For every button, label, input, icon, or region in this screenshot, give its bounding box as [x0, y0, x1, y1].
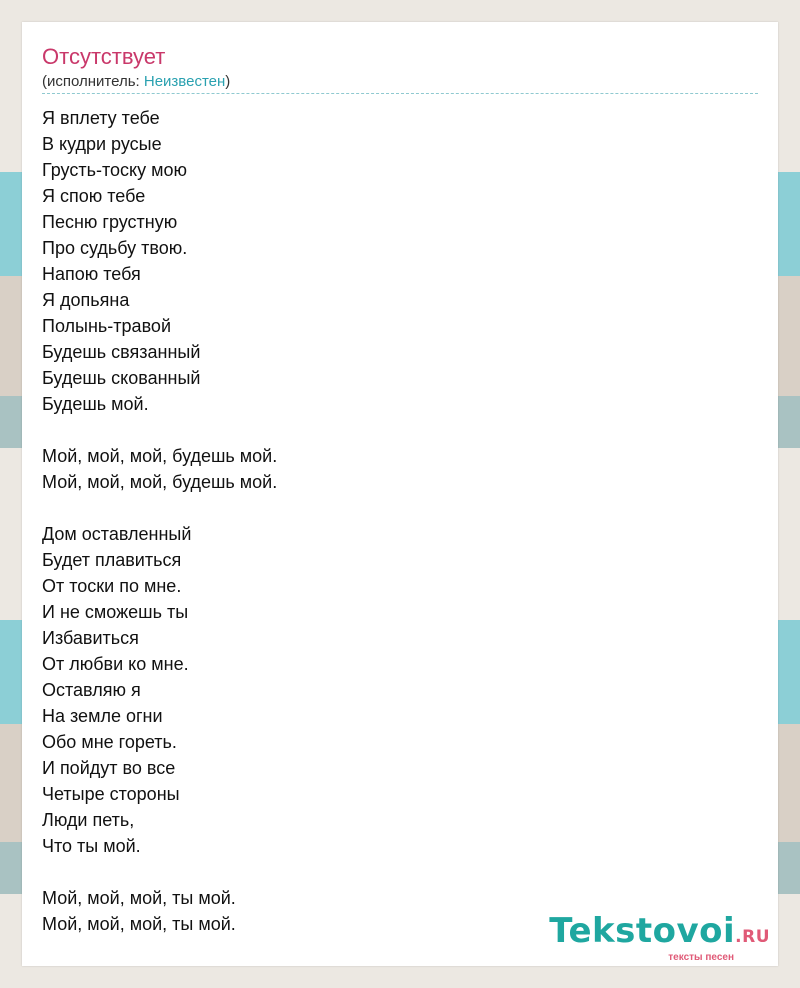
lyric-line: Полынь-травой	[42, 316, 171, 336]
lyric-line: Я допьяна	[42, 290, 130, 310]
song-title: Отсутствует	[42, 44, 166, 69]
lyric-line: Дом оставленный	[42, 524, 192, 544]
artist-prefix: (исполнитель:	[42, 73, 144, 90]
artist-line	[42, 72, 230, 92]
lyric-line: Песню грустную	[42, 212, 178, 232]
lyric-line: От любви ко мне.	[42, 654, 189, 674]
lyric-line: Будешь скованный	[42, 368, 201, 388]
lyrics-card	[22, 22, 778, 966]
lyric-line: Четыре стороны	[42, 784, 180, 804]
lyric-line: Избавиться	[42, 628, 139, 648]
lyric-line: И пойдут во все	[42, 758, 176, 778]
lyric-line: Люди петь,	[42, 810, 135, 830]
lyric-line: Я вплету тебе	[42, 108, 160, 128]
lyric-line: Про судьбу твою.	[42, 238, 188, 258]
stanza-gap	[42, 495, 742, 521]
lyric-line: Мой, мой, мой, ты мой.	[42, 888, 236, 908]
lyric-line: В кудри русые	[42, 134, 162, 154]
site-logo[interactable]	[549, 912, 770, 964]
lyric-line: Напою тебя	[42, 264, 141, 284]
lyric-line: Что ты мой.	[42, 836, 141, 856]
artist-suffix: )	[225, 73, 231, 90]
lyric-line: Будешь связанный	[42, 342, 201, 362]
stanza-gap	[42, 859, 742, 885]
lyric-line: Мой, мой, мой, ты мой.	[42, 914, 236, 934]
stanza-gap	[42, 417, 742, 443]
lyric-line: Оставляю я	[42, 680, 141, 700]
lyric-line: Мой, мой, мой, будешь мой.	[42, 472, 278, 492]
logo-text: Tekstovoi	[549, 911, 736, 951]
lyric-line: Мой, мой, мой, будешь мой.	[42, 446, 278, 466]
lyric-line: На земле огни	[42, 706, 163, 726]
lyric-line: Грусть-тоску мою	[42, 160, 187, 180]
artist-name-link[interactable]: Неизвестен	[143, 73, 226, 90]
lyric-line: Будешь мой.	[42, 394, 149, 414]
lyric-line: Обо мне гореть.	[42, 732, 177, 752]
lyric-line: Я спою тебе	[42, 186, 146, 206]
lyrics-text	[42, 105, 742, 937]
logo-tagline: тексты песен	[668, 952, 734, 963]
lyric-line: Будет плавиться	[42, 550, 182, 570]
lyric-line: От тоски по мне.	[42, 576, 182, 596]
divider	[42, 93, 758, 94]
lyric-line: И не сможешь ты	[42, 602, 189, 622]
logo-domain: .RU	[735, 927, 770, 947]
